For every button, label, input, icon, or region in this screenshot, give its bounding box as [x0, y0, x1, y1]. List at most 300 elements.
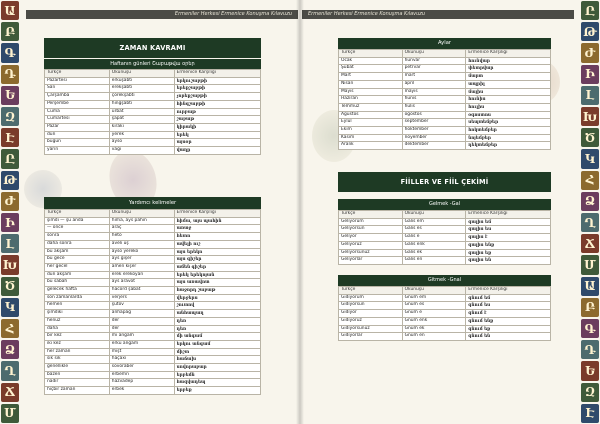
table-row — [339, 103, 551, 111]
table-row — [45, 310, 261, 318]
border-letter-tile: Ի — [581, 65, 599, 84]
armenian-cell: միշտ — [174, 348, 260, 356]
pronunciation-cell: Gnum enk — [402, 317, 466, 325]
pronunciation-cell: mayis — [402, 88, 466, 96]
border-letter-tile: Ը — [581, 1, 599, 20]
armenian-cell: այս գիշեր — [174, 256, 260, 264]
table-row — [339, 257, 551, 265]
armenian-cell: գնում եք — [466, 325, 551, 333]
table-row — [339, 119, 551, 127]
armenian-cell: գալիս եմ — [466, 218, 551, 226]
table-row — [45, 356, 261, 364]
table-row — [45, 100, 261, 108]
armenian-cell: դեռ — [174, 317, 260, 325]
turkish-cell: sonra — [45, 233, 110, 241]
turkish-cell: her gecel — [45, 263, 110, 271]
gitmek-table — [338, 286, 551, 341]
armenian-cell: վերջերս — [174, 294, 260, 302]
turkish-cell: Haziran — [339, 96, 403, 104]
pronunciation-cell: haçaxı — [109, 356, 174, 364]
pronunciation-cell: erkuşabti — [109, 77, 174, 85]
border-letter-tile: Թ — [581, 22, 599, 41]
table-row — [339, 96, 551, 104]
pronunciation-cell: aveli uş — [109, 240, 174, 248]
armenian-cell: առաջ — [174, 225, 260, 233]
border-letter-tile: Ե — [1, 86, 19, 105]
armenian-cell: գալիս են — [466, 257, 551, 265]
pronunciation-cell: Gnum en — [402, 333, 466, 341]
table-row — [45, 387, 261, 395]
pronunciation-cell: hacord şabat — [109, 287, 174, 295]
table-row — [45, 225, 261, 233]
armenian-cell: հունվար — [466, 57, 551, 65]
turkish-cell: Ocak — [339, 57, 403, 65]
turkish-cell: Salı — [45, 85, 110, 93]
table-row — [339, 65, 551, 73]
pronunciation-cell: Gnum es — [402, 302, 466, 310]
running-header-left: Ermeniler Herkesi Ermenice Konuşma Kılavuzu — [26, 10, 298, 19]
border-letter-tile: Բ — [581, 298, 599, 317]
armenian-cell: հունիս — [466, 96, 551, 104]
border-letter-tile: Ե — [581, 361, 599, 380]
table-row — [45, 294, 261, 302]
column-header: Türkçe — [45, 70, 110, 78]
turkish-cell: bu akşam — [45, 248, 110, 256]
table-row — [45, 139, 261, 147]
armenian-cell: երկու անգամ — [174, 340, 260, 348]
border-letter-tile: Է — [1, 128, 19, 147]
armenian-cell: սովորաբար — [174, 364, 260, 372]
turkish-cell: şimdiki — [45, 310, 110, 318]
turkish-cell: nadir — [45, 379, 110, 387]
armenian-cell: ավելի ուշ — [174, 240, 260, 248]
border-letter-tile: Խ — [1, 255, 19, 274]
turkish-cell: — önce — [45, 225, 110, 233]
border-letter-tile: Ա — [1, 1, 19, 20]
turkish-cell: Pazar — [45, 123, 110, 131]
pronunciation-cell: erku angam — [109, 340, 174, 348]
turkish-cell: Cumartesi — [45, 116, 110, 124]
pronunciation-cell: hingşabti — [109, 100, 174, 108]
armenian-cell: գնում եմ — [466, 294, 551, 302]
border-letter-tile: Հ — [1, 319, 19, 338]
pronunciation-cell: araç — [109, 225, 174, 233]
table-row — [45, 217, 261, 225]
pronunciation-cell: yerek — [109, 131, 174, 139]
armenian-cell: գալիս է — [466, 234, 551, 242]
border-letter-tile: Ճ — [1, 383, 19, 402]
gelmek-section — [338, 199, 551, 265]
border-letter-tile: Ճ — [581, 234, 599, 253]
armenian-cell: հաճախ — [174, 356, 260, 364]
fiiller-title: FİİLLER VE FİİL ÇEKİMİ — [338, 172, 551, 192]
pronunciation-cell: vağı — [109, 147, 174, 155]
book-gutter — [296, 0, 304, 424]
pronunciation-cell: hoktember — [402, 127, 466, 135]
turkish-cell: Nisan — [339, 80, 403, 88]
right-page — [300, 0, 600, 424]
armenian-cell: դեկտեմբեր — [466, 142, 551, 150]
table-row — [339, 134, 551, 142]
armenian-cell: հոկտեմբեր — [466, 127, 551, 135]
table-row — [45, 302, 261, 310]
armenian-cell: երբեք — [174, 387, 260, 395]
border-letter-tile: Է — [581, 404, 599, 423]
turkish-cell: Gidiyor — [339, 310, 403, 318]
aylar-section — [338, 38, 551, 150]
pronunciation-cell: Gnum em — [402, 294, 466, 302]
zaman-section — [44, 38, 261, 155]
pronunciation-cell: noyember — [402, 134, 466, 142]
turkish-cell: hiçbir zaman — [45, 387, 110, 395]
border-letter-tile: Ժ — [1, 192, 19, 211]
turkish-cell: Gidiyorum — [339, 294, 403, 302]
yardimci-section — [44, 197, 261, 395]
turkish-cell: bugün — [45, 139, 110, 147]
turkish-cell: Kasım — [339, 134, 403, 142]
border-letter-tile: Ա — [581, 277, 599, 296]
table-row — [45, 233, 261, 241]
border-letter-tile: Լ — [581, 86, 599, 105]
table-row — [339, 249, 551, 257]
turkish-cell: daha — [45, 325, 110, 333]
pronunciation-cell: şapat — [109, 116, 174, 124]
border-letter-tile: Թ — [1, 171, 19, 190]
table-row — [45, 371, 261, 379]
pronunciation-cell: hima, ays pahin — [109, 217, 174, 225]
table-row — [339, 127, 551, 135]
table-row — [45, 287, 261, 295]
turkish-cell: daha sonra — [45, 240, 110, 248]
turkish-cell: henüz — [45, 317, 110, 325]
turkish-cell: Geliyorsun — [339, 226, 403, 234]
armenian-cell: ուրբաթ — [174, 108, 260, 116]
turkish-cell: Çarşamba — [45, 93, 110, 101]
pronunciation-cell: erek erekoyan — [109, 271, 174, 279]
column-header: Ermenice Karşılığı — [174, 210, 260, 218]
turkish-cell: Ekim — [339, 127, 403, 135]
armenian-cell: այս առավոտ — [174, 279, 260, 287]
turkish-cell: Eylül — [339, 119, 403, 127]
armenian-cell: անհապաղ — [174, 310, 260, 318]
border-letter-tile: Հ — [581, 171, 599, 190]
turkish-cell: Geliyorlar — [339, 257, 403, 265]
column-header: Türkçe — [339, 50, 403, 58]
right-letter-border — [580, 0, 600, 424]
armenian-cell: փետրվար — [466, 65, 551, 73]
turkish-cell: Gidiyoruz — [339, 317, 403, 325]
armenian-cell: օգոստոս — [466, 111, 551, 119]
border-letter-tile: Ղ — [581, 213, 599, 232]
pronunciation-cell: ogostos — [402, 111, 466, 119]
pronunciation-cell: ays gişer — [109, 256, 174, 264]
column-header: Okunuşu — [402, 211, 466, 219]
armenian-cell: այսօր — [174, 139, 260, 147]
armenian-cell: մայիս — [466, 88, 551, 96]
table-row — [45, 279, 261, 287]
armenian-cell: գնում ենք — [466, 317, 551, 325]
column-header: Okunuşu — [109, 70, 174, 78]
column-header: Okunuşu — [402, 50, 466, 58]
armenian-cell: չորեքշաբթի — [174, 93, 260, 101]
armenian-cell: վաղը — [174, 147, 260, 155]
armenian-cell: ամեն գիշեր — [174, 263, 260, 271]
turkish-cell: Ağustos — [339, 111, 403, 119]
table-row — [45, 116, 261, 124]
turkish-cell: Geliyoruz — [339, 241, 403, 249]
pronunciation-cell: anhapağ — [109, 310, 174, 318]
turkish-cell: şimdi — şu anda — [45, 217, 110, 225]
table-row — [45, 77, 261, 85]
border-letter-tile: Ժ — [581, 43, 599, 62]
pronunciation-cell: erbek — [109, 387, 174, 395]
table-row — [339, 226, 551, 234]
border-letter-tile: Դ — [581, 340, 599, 359]
table-row — [339, 317, 551, 325]
armenian-cell: հազվադեպ — [174, 379, 260, 387]
armenian-cell: մի անգամ — [174, 333, 260, 341]
turkish-cell: son zamanlarda — [45, 294, 110, 302]
table-row — [45, 147, 261, 155]
pronunciation-cell: sovoraber — [109, 364, 174, 372]
armenian-cell: հաջորդ շաբաթ — [174, 287, 260, 295]
turkish-cell: bu gece — [45, 256, 110, 264]
table-row — [339, 241, 551, 249]
table-row — [45, 325, 261, 333]
armenian-cell: երեկ — [174, 131, 260, 139]
armenian-cell: դեռ — [174, 325, 260, 333]
gitmek-title: Gitmek -Gnal — [338, 275, 551, 286]
pronunciation-cell: ayso yereko — [109, 248, 174, 256]
turkish-cell: Aralık — [339, 142, 403, 150]
pronunciation-cell: der — [109, 325, 174, 333]
armenian-cell: երեքշաբթի — [174, 85, 260, 93]
table-row — [339, 57, 551, 65]
pronunciation-cell: Gnum ek — [402, 325, 466, 333]
pronunciation-cell: hulis — [402, 103, 466, 111]
border-letter-tile: Ծ — [1, 277, 19, 296]
armenian-cell: հիմա, այս պահին — [174, 217, 260, 225]
border-letter-tile: Ղ — [1, 361, 19, 380]
turkish-cell: gelecek hafta — [45, 287, 110, 295]
pronunciation-cell: mi angam — [109, 333, 174, 341]
armenian-cell: կիրակի — [174, 123, 260, 131]
table-row — [339, 111, 551, 119]
column-header: Okunuşu — [109, 210, 174, 218]
pronunciation-cell: hunis — [402, 96, 466, 104]
pronunciation-cell: april — [402, 80, 466, 88]
table-row — [45, 333, 261, 341]
pronunciation-cell: kiraki — [109, 123, 174, 131]
table-row — [45, 340, 261, 348]
turkish-cell: Mart — [339, 73, 403, 81]
turkish-cell: her zaman — [45, 348, 110, 356]
pronunciation-cell: mart — [402, 73, 466, 81]
gelmek-title: Gelmek -Gal — [338, 199, 551, 210]
gitmek-section — [338, 275, 551, 341]
turkish-cell: bir kez — [45, 333, 110, 341]
turkish-cell: Gidiyorsunuz — [339, 325, 403, 333]
border-letter-tile: Խ — [581, 107, 599, 126]
pronunciation-cell: Galis e — [402, 234, 466, 242]
table-row — [339, 333, 551, 341]
table-row — [339, 80, 551, 88]
table-row — [45, 317, 261, 325]
pronunciation-cell: Galis enk — [402, 241, 466, 249]
armenian-cell: այս երեկո — [174, 248, 260, 256]
armenian-cell: երկուշաբթի — [174, 77, 260, 85]
pronunciation-cell: heto — [109, 233, 174, 241]
pronunciation-cell: Gnum e — [402, 310, 466, 318]
pronunciation-cell: mişt — [109, 348, 174, 356]
aylar-title: Aylar — [338, 38, 551, 49]
table-row — [45, 364, 261, 372]
column-header: Türkçe — [45, 210, 110, 218]
table-row — [339, 294, 551, 302]
armenian-cell: գալիս ենք — [466, 241, 551, 249]
turkish-cell: iki kez — [45, 340, 110, 348]
turkish-cell: Şubat — [339, 65, 403, 73]
turkish-cell: bu sabah — [45, 279, 110, 287]
table-row — [339, 88, 551, 96]
armenian-cell: գալիս ես — [466, 226, 551, 234]
table-row — [339, 218, 551, 226]
pronunciation-cell: erbemn — [109, 371, 174, 379]
pronunciation-cell: der — [109, 317, 174, 325]
border-letter-tile: Ը — [1, 149, 19, 168]
border-letter-tile: Զ — [581, 383, 599, 402]
turkish-cell: Cuma — [45, 108, 110, 116]
pronunciation-cell: çorekşabti — [109, 93, 174, 101]
armenian-cell: սեպտեմբեր — [466, 119, 551, 127]
border-letter-tile: Զ — [1, 107, 19, 126]
turkish-cell: Geliyor — [339, 234, 403, 242]
armenian-cell: ապրիլ — [466, 80, 551, 88]
pronunciation-cell: hunvar — [402, 57, 466, 65]
yardimci-title: Yardımcı kelimeler — [44, 197, 261, 209]
armenian-cell: գնում է — [466, 310, 551, 318]
turkish-cell: Gidiyorlar — [339, 333, 403, 341]
pronunciation-cell: erekşabti — [109, 85, 174, 93]
pronunciation-cell: urbat — [109, 108, 174, 116]
border-letter-tile: Ծ — [581, 128, 599, 147]
border-letter-tile: Բ — [1, 22, 19, 41]
table-row — [45, 271, 261, 279]
border-letter-tile: Լ — [1, 234, 19, 253]
turkish-cell: Perşembe — [45, 100, 110, 108]
zaman-subtitle: Haftanın günleri Շաբաթվա օրեր — [44, 58, 261, 69]
column-header: Ermenice Karşılığı — [466, 287, 551, 295]
left-letter-border — [0, 0, 20, 424]
table-row — [45, 93, 261, 101]
border-letter-tile: Գ — [1, 43, 19, 62]
running-header-right: Ermeniler Herkesi Ermenice Konuşma Kılavuzu — [302, 10, 574, 19]
turkish-cell: dün akşam — [45, 271, 110, 279]
turkish-cell: hemen — [45, 302, 110, 310]
pronunciation-cell: petrvar — [402, 65, 466, 73]
pronunciation-cell: verjers — [109, 294, 174, 302]
border-letter-tile: Կ — [581, 149, 599, 168]
table-row — [45, 248, 261, 256]
turkish-cell: bazen — [45, 371, 110, 379]
zaman-title: ZAMAN KAVRAMI — [44, 38, 261, 58]
armenian-cell: հինգշաբթի — [174, 100, 260, 108]
days-table — [44, 69, 261, 155]
table-row — [339, 142, 551, 150]
pronunciation-cell: Galis em — [402, 218, 466, 226]
table-row — [339, 310, 551, 318]
table-row — [45, 123, 261, 131]
pronunciation-cell: amen kişer — [109, 263, 174, 271]
column-header: Ermenice Karşılığı — [466, 211, 551, 219]
armenian-cell: երբեմն — [174, 371, 260, 379]
armenian-cell: հետո — [174, 233, 260, 241]
pronunciation-cell: september — [402, 119, 466, 127]
column-header: Türkçe — [339, 287, 403, 295]
armenian-cell: երեկ երեկոյան — [174, 271, 260, 279]
pronunciation-cell: Galis es — [402, 226, 466, 234]
border-letter-tile: Ձ — [1, 340, 19, 359]
border-letter-tile: Դ — [1, 65, 19, 84]
turkish-cell: Mayıs — [339, 88, 403, 96]
table-row — [45, 348, 261, 356]
turkish-cell: dün — [45, 131, 110, 139]
border-letter-tile: Գ — [581, 319, 599, 338]
table-row — [45, 85, 261, 93]
armenian-cell: մարտ — [466, 73, 551, 81]
table-row — [45, 379, 261, 387]
table-row — [45, 263, 261, 271]
armenian-cell: գալիս եք — [466, 249, 551, 257]
turkish-cell: Geliyorum — [339, 218, 403, 226]
table-row — [45, 240, 261, 248]
turkish-cell: genellikle — [45, 364, 110, 372]
helper-words-table — [44, 209, 261, 395]
table-row — [339, 234, 551, 242]
table-row — [339, 73, 551, 81]
column-header: Okunuşu — [402, 287, 466, 295]
turkish-cell: Temmuz — [339, 103, 403, 111]
pronunciation-cell: ays aravot — [109, 279, 174, 287]
months-table — [338, 49, 551, 150]
turkish-cell: Pazartesi — [45, 77, 110, 85]
pronunciation-cell: dektember — [402, 142, 466, 150]
table-row — [45, 131, 261, 139]
armenian-cell: հուլիս — [466, 103, 551, 111]
table-row — [45, 256, 261, 264]
armenian-cell: շաբաթ — [174, 116, 260, 124]
pronunciation-cell: ayso — [109, 139, 174, 147]
pronunciation-cell: Galis ek — [402, 249, 466, 257]
gelmek-table — [338, 210, 551, 265]
table-row — [339, 325, 551, 333]
armenian-cell: գնում են — [466, 333, 551, 341]
table-row — [339, 302, 551, 310]
turkish-cell: yarın — [45, 147, 110, 155]
column-header: Ermenice Karşılığı — [174, 70, 260, 78]
border-letter-tile: Ձ — [581, 192, 599, 211]
table-row — [45, 108, 261, 116]
pronunciation-cell: hazvadep — [109, 379, 174, 387]
pronunciation-cell: şutov — [109, 302, 174, 310]
border-letter-tile: Ի — [1, 213, 19, 232]
pronunciation-cell: Galis en — [402, 257, 466, 265]
fiiller-section — [338, 172, 551, 192]
border-letter-tile: Մ — [1, 404, 19, 423]
armenian-cell: շուտով — [174, 302, 260, 310]
armenian-cell: գնում ես — [466, 302, 551, 310]
border-letter-tile: Մ — [581, 255, 599, 274]
